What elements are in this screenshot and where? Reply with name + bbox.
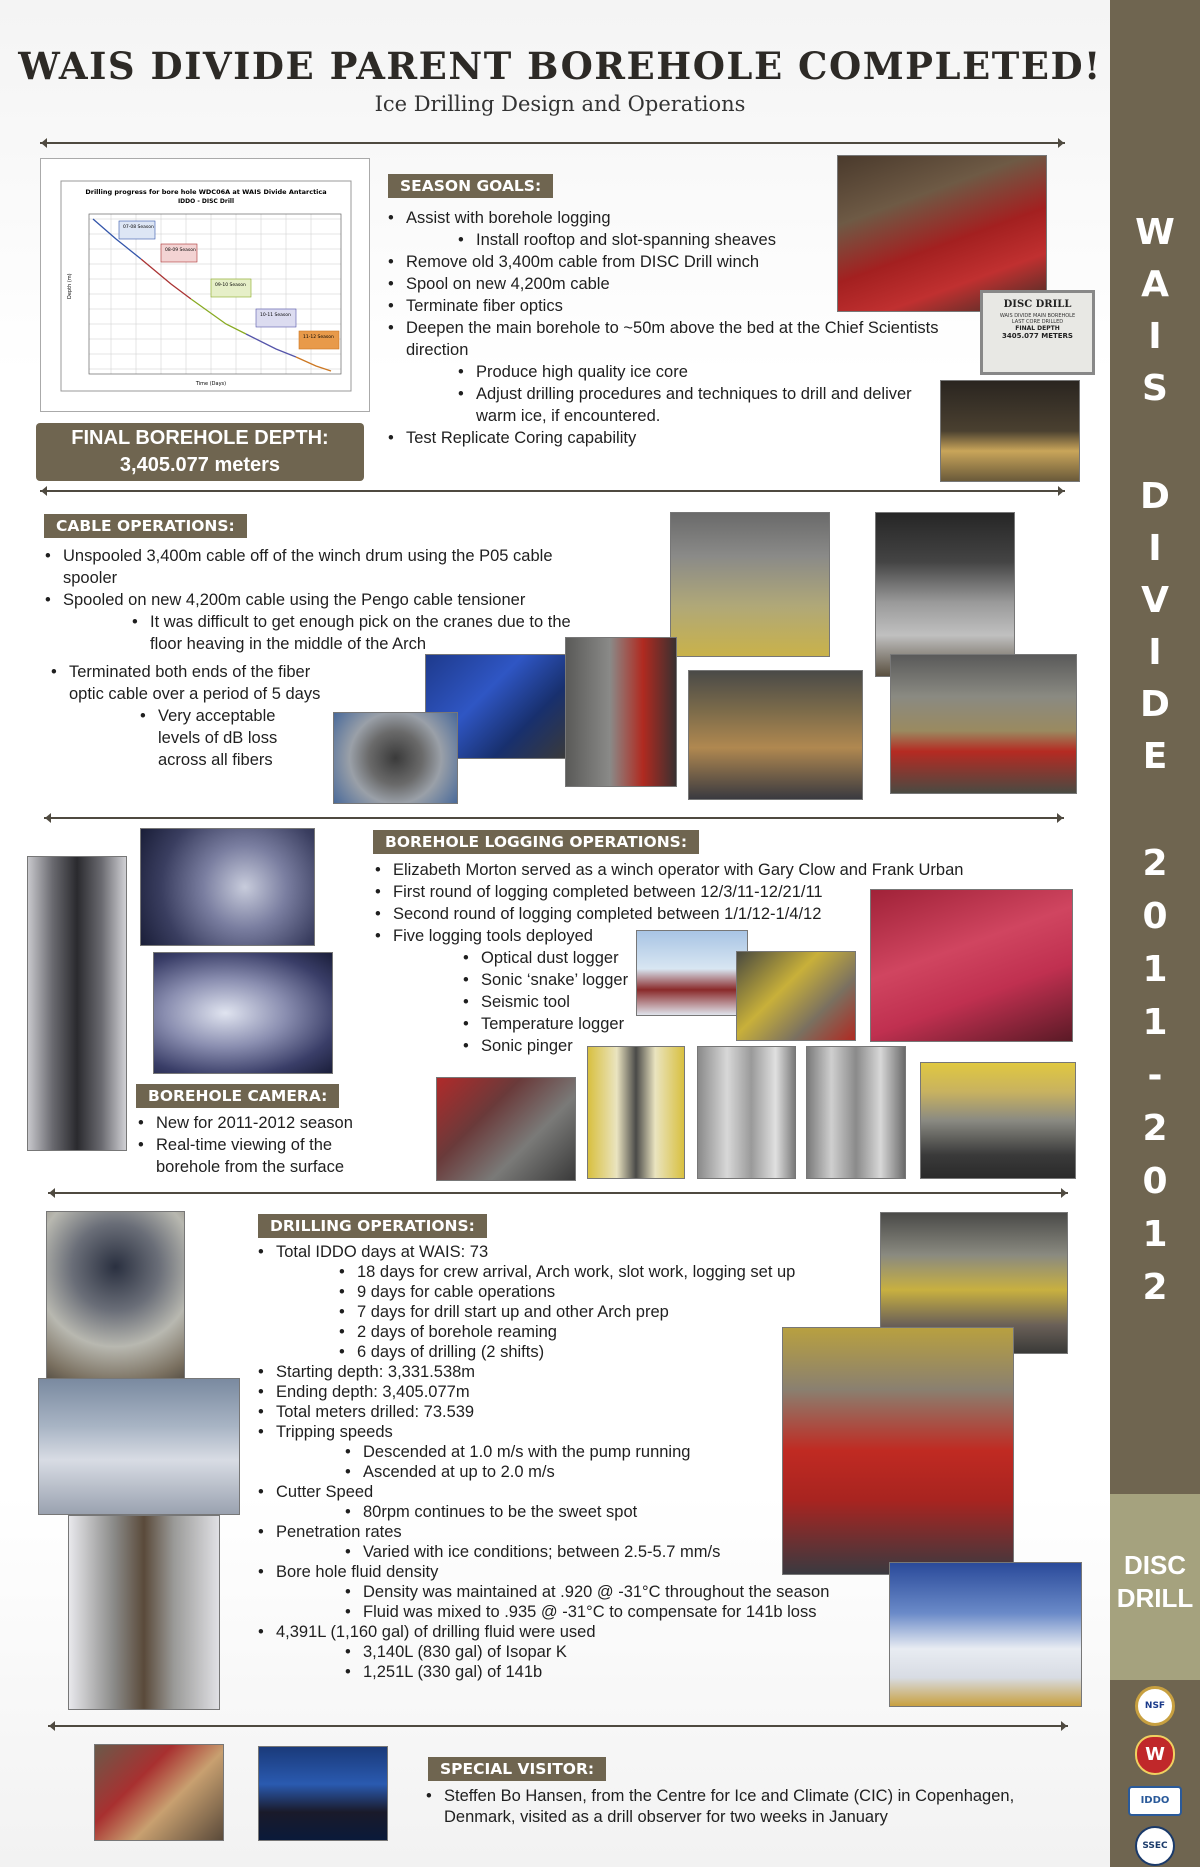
arch-exterior-photo	[38, 1378, 240, 1515]
team-photo	[837, 155, 1047, 312]
list-item: • Sonic ‘snake’ logger	[461, 969, 1003, 991]
list-item: • Spool on new 4,200m cable	[386, 273, 966, 295]
list-item: • Unspooled 3,400m cable off of the winch drum using the P05 cable spooler	[43, 545, 563, 589]
list-item: • 80rpm continues to be the sweet spot	[343, 1502, 876, 1522]
page-subtitle: Ice Drilling Design and Operations	[374, 92, 746, 116]
list-item: • Terminated both ends of the fiber optic cable over a period of 5 days	[49, 661, 339, 705]
sidebar-letter: 1	[1142, 1214, 1168, 1255]
uw-crest-logo: W	[1135, 1735, 1175, 1775]
ssec-logo: SSEC	[1135, 1826, 1175, 1866]
list-item: • Ascended at up to 2.0 m/s	[343, 1462, 876, 1482]
sidebar-letter: E	[1142, 736, 1168, 777]
list-item: • 9 days for cable operations	[337, 1282, 876, 1302]
field-camp-photo	[889, 1562, 1082, 1707]
sidebar-letter: A	[1141, 264, 1169, 305]
cable-drum-photo	[875, 512, 1015, 677]
disc-drill-sign	[980, 290, 1095, 375]
final-depth-label: FINAL BOREHOLE DEPTH:	[71, 427, 329, 449]
list-item: • Assist with borehole logging	[386, 207, 966, 229]
cable-work-photo	[565, 637, 677, 787]
list-item: • 1,251L (330 gal) of 141b	[343, 1662, 876, 1682]
list-item: • Total meters drilled: 73.539	[256, 1402, 876, 1422]
list-item: • Spooled on new 4,200m cable using the Pengo cable tensioner	[43, 589, 583, 611]
ice-cave-photo	[258, 1746, 388, 1841]
page-title: WAIS DIVIDE PARENT BOREHOLE COMPLETED!	[18, 44, 1102, 88]
chart-ylabel: Depth (m)	[67, 273, 73, 299]
disc-drill-badge	[1110, 1494, 1200, 1680]
sidebar-letter: 1	[1142, 949, 1168, 990]
drill-label: DRILL	[1116, 1583, 1194, 1613]
list-item: • 3,140L (830 gal) of Isopar K	[343, 1642, 876, 1662]
borehole-camera-list	[136, 1112, 376, 1178]
tensioner-photo	[890, 654, 1077, 794]
winch-field-photo	[636, 930, 748, 1016]
sign-line: 3405.077 METERS	[1002, 332, 1073, 340]
list-item: • Bore hole fluid density	[256, 1562, 876, 1582]
list-item: • Terminate fiber optics	[386, 295, 966, 317]
list-item: • Total IDDO days at WAIS: 73	[256, 1242, 876, 1262]
list-item: • Real-time viewing of the borehole from the surface	[136, 1134, 366, 1178]
list-item: • Starting depth: 3,331.538m	[256, 1362, 876, 1382]
winch-photo	[436, 1077, 576, 1181]
list-item: • 4,391L (1,160 gal) of drilling fluid were used	[256, 1622, 876, 1642]
list-item: • Second round of logging completed between 1/1/12-1/4/12	[373, 903, 1003, 925]
list-item: • Five logging tools deployed	[373, 925, 1003, 947]
list-item: • Varied with ice conditions; between 2.5-5.7 mm/s	[343, 1542, 876, 1562]
divider	[44, 817, 1064, 819]
divider	[48, 1725, 1068, 1727]
borehole-camera-photo	[140, 828, 315, 946]
logger-deploy-photo	[736, 951, 856, 1041]
list-item: • Density was maintained at .920 @ -31°C throughout the season	[343, 1582, 876, 1602]
drill-head-photo	[46, 1211, 185, 1396]
final-depth-box	[36, 423, 364, 481]
logging-tool-photo	[697, 1046, 796, 1179]
crew-photo	[782, 1327, 1014, 1575]
sidebar-letter: W	[1135, 212, 1175, 253]
list-item: • Sonic pinger	[461, 1035, 1003, 1057]
list-item: • Ending depth: 3,405.077m	[256, 1382, 876, 1402]
drilling-progress-chart	[40, 158, 370, 412]
spool-photo	[688, 670, 863, 800]
chart-season-label: 09-10 Season	[215, 283, 246, 288]
list-item: • It was difficult to get enough pick on the cranes due to the floor heaving in the middle of the Arch	[130, 611, 580, 655]
list-item: • Cutter Speed	[256, 1482, 876, 1502]
drilling-ops-header: DRILLING OPERATIONS:	[258, 1214, 487, 1238]
sidebar-letter: S	[1142, 368, 1168, 409]
fiber-optic-photo	[333, 712, 458, 804]
chart-title: Drilling progress for bore hole WDC06A at WAIS Divide Antarctica	[85, 188, 327, 196]
sidebar-letter: V	[1141, 580, 1169, 621]
list-item: • Produce high quality ice core	[456, 361, 966, 383]
special-visitor-header: SPECIAL VISITOR:	[428, 1757, 606, 1781]
list-item: • 2 days of borehole reaming	[337, 1322, 876, 1342]
slot-photo	[587, 1046, 685, 1179]
list-item: • Elizabeth Morton served as a winch operator with Gary Clow and Frank Urban	[373, 859, 1003, 881]
logging-tool-photo	[806, 1046, 906, 1179]
sidebar-letter: 2	[1142, 843, 1168, 884]
drill-tower-photo	[68, 1515, 220, 1710]
cups-photo	[940, 380, 1080, 482]
list-item: • Deepen the main borehole to ~50m above the bed at the Chief Scientists direction	[386, 317, 946, 361]
sidebar-letter: 0	[1142, 896, 1168, 937]
sidebar-letter: -	[1147, 1055, 1163, 1096]
list-item: • 7 days for drill start up and other Arch prep	[337, 1302, 876, 1322]
divider	[40, 142, 1065, 144]
logging-tent-photo	[870, 889, 1073, 1042]
chart-xlabel: Time (Days)	[195, 381, 227, 387]
iddo-logo: IDDO	[1128, 1786, 1182, 1816]
divider	[40, 490, 1065, 492]
final-depth-value: 3,405.077 meters	[119, 454, 281, 476]
cable-ops-header: CABLE OPERATIONS:	[44, 514, 247, 538]
chart-season-label: 08-09 Season	[165, 248, 196, 253]
list-item: • Descended at 1.0 m/s with the pump running	[343, 1442, 876, 1462]
list-item: • Fluid was mixed to .935 @ -31°C to compensate for 141b loss	[343, 1602, 876, 1622]
sidebar-letter: I	[1148, 632, 1162, 673]
sign-title: DISC DRILL	[1003, 299, 1072, 310]
chart-season-label: 11-12 Season	[303, 335, 334, 340]
special-visitor-list	[424, 1786, 1044, 1828]
list-item: • First round of logging completed between 12/3/11-12/21/11	[373, 881, 1003, 903]
arch-spool-photo	[670, 512, 830, 657]
list-item: • 18 days for crew arrival, Arch work, slot work, logging set up	[337, 1262, 876, 1282]
season-goals-header: SEASON GOALS:	[388, 174, 553, 198]
sidebar-letter: 1	[1142, 1002, 1168, 1043]
sign-line: LAST CORE DRILLED	[1011, 319, 1064, 325]
chart-season-label: 10-11 Season	[260, 313, 291, 318]
list-item: • Adjust drilling procedures and techniques to drill and deliver warm ice, if encountered.	[456, 383, 956, 427]
sidebar-letter: 2	[1142, 1267, 1168, 1308]
chart-svg	[41, 159, 369, 411]
list-item: • Install rooftop and slot-spanning sheaves	[456, 229, 966, 251]
nsf-logo: NSF	[1135, 1686, 1175, 1726]
list-item: • Seismic tool	[461, 991, 1003, 1013]
divider	[48, 1192, 1068, 1194]
sign-line: FINAL DEPTH	[1015, 325, 1060, 332]
borehole-camera-photo	[153, 952, 333, 1074]
sidebar-letter: D	[1140, 684, 1170, 725]
sidebar-letter: 0	[1142, 1161, 1168, 1202]
list-item: • Penetration rates	[256, 1522, 876, 1542]
disc-label: DISC	[1123, 1550, 1187, 1580]
list-item: • Tripping speeds	[256, 1422, 876, 1442]
logging-ops-header: BOREHOLE LOGGING OPERATIONS:	[373, 830, 699, 854]
list-item: • Steffen Bo Hansen, from the Centre for Ice and Climate (CIC) in Copenhagen, Denmark, visited as a drill observer for two weeks in January	[424, 1786, 1044, 1828]
sidebar	[1110, 0, 1200, 1867]
list-item: • Remove old 3,400m cable from DISC Drill winch	[386, 251, 966, 273]
list-item: • Optical dust logger	[461, 947, 1003, 969]
drill-sonde-photo	[920, 1062, 1076, 1179]
list-item: • Very acceptable levels of dB loss across all fibers	[138, 705, 318, 771]
list-item: • 6 days of drilling (2 shifts)	[337, 1342, 876, 1362]
sidebar-letter: I	[1148, 528, 1162, 569]
borehole-camera-header: BOREHOLE CAMERA:	[136, 1084, 339, 1108]
sidebar-letter: D	[1140, 476, 1170, 517]
list-item: • New for 2011-2012 season	[136, 1112, 376, 1134]
chart-subtitle: IDDO - DISC Drill	[177, 198, 235, 205]
visitor-photo	[94, 1744, 224, 1841]
list-item: • Temperature logger	[461, 1013, 1003, 1035]
chart-season-label: 07-08 Season	[123, 225, 154, 230]
sidebar-letter: I	[1148, 316, 1162, 357]
sign-line: WAIS DIVIDE MAIN BOREHOLE	[999, 313, 1076, 319]
list-item: • Test Replicate Coring capability	[386, 427, 966, 449]
sidebar-letter: 2	[1142, 1108, 1168, 1149]
borehole-photo	[27, 856, 127, 1151]
